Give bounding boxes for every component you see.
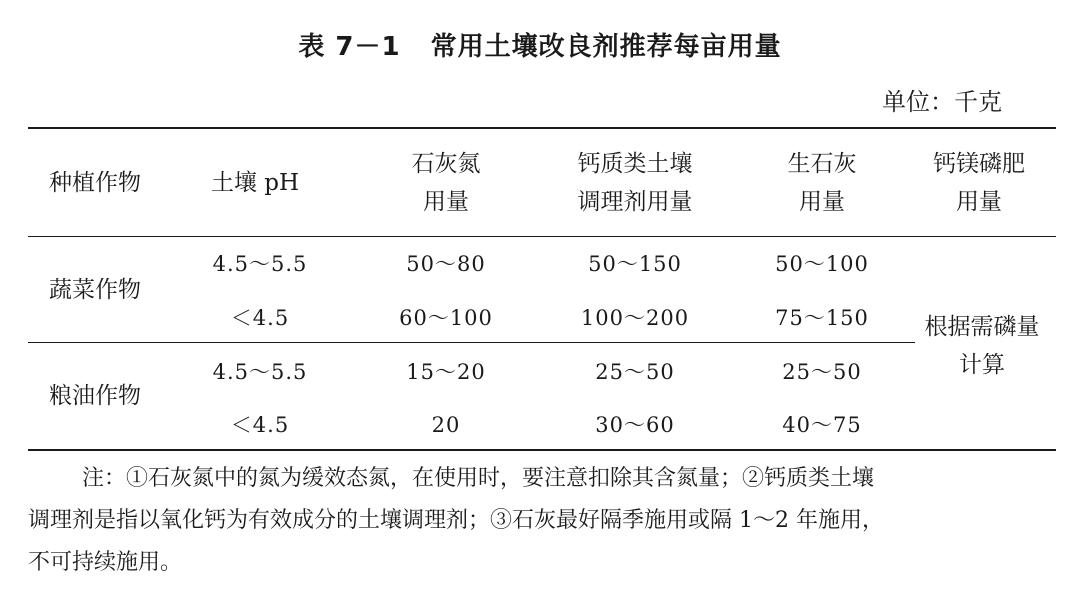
header-lime-nitrogen	[366, 130, 526, 236]
crop-vegetables: 蔬菜作物	[49, 277, 141, 303]
ca-mg-phosphate-merged-cell	[910, 296, 1054, 396]
ph-cell: ＜4.5	[230, 413, 290, 437]
calcium-conditioner-cell: 30～60	[595, 413, 675, 437]
header-lime-nitrogen-line1: 石灰氮	[411, 151, 481, 177]
table-title	[0, 26, 1080, 63]
ph-cell: 4.5～5.5	[212, 360, 308, 384]
quicklime-cell: 50～100	[775, 252, 869, 276]
ph-cell: 4.5～5.5	[212, 252, 308, 276]
quicklime-cell: 75～150	[775, 306, 869, 330]
header-calcium-conditioner-line1: 钙质类土壤	[577, 151, 693, 177]
calcium-conditioner-cell: 100～200	[580, 306, 690, 330]
table-top-rule	[28, 127, 1056, 129]
header-quicklime-line1: 生石灰	[787, 151, 857, 177]
ca-mg-phosphate-merged-line1: 根据需磷量	[924, 314, 1040, 340]
header-crop: 种植作物	[49, 170, 141, 196]
unit-label: 单位：千克	[882, 88, 1002, 116]
quicklime-cell: 25～50	[782, 360, 862, 384]
header-ca-mg-phosphate-line2: 用量	[956, 189, 1002, 215]
header-lime-nitrogen-line2: 用量	[423, 189, 469, 215]
lime-nitrogen-cell: 20	[431, 413, 461, 437]
lime-nitrogen-cell: 50～80	[406, 252, 486, 276]
header-ca-mg-phosphate	[904, 130, 1054, 236]
quicklime-cell: 40～75	[782, 413, 862, 437]
note-line-1: 注：①石灰氮中的氮为缓效态氮，在使用时，要注意扣除其含氮量；②钙质类土壤	[82, 466, 875, 491]
note-line-3: 不可持续施用。	[28, 550, 183, 575]
header-bottom-rule	[28, 236, 1056, 237]
note-line-2: 调理剂是指以氧化钙为有效成分的土壤调理剂；③石灰最好隔季施用或隔 1～2 年施用，	[28, 508, 884, 533]
header-ph: 土壤 pH	[210, 170, 300, 196]
crop-grain-oil: 粮油作物	[49, 383, 141, 409]
calcium-conditioner-cell: 50～150	[588, 252, 682, 276]
header-quicklime	[740, 130, 904, 236]
ca-mg-phosphate-merged-line2: 计算	[959, 352, 1005, 378]
header-calcium-conditioner-line2: 调理剂用量	[577, 189, 693, 215]
lime-nitrogen-cell: 60～100	[399, 306, 493, 330]
header-quicklime-line2: 用量	[799, 189, 845, 215]
table-caption: 常用土壤改良剂推荐每亩用量	[430, 32, 782, 62]
ph-cell: ＜4.5	[230, 306, 290, 330]
header-ca-mg-phosphate-line1: 钙镁磷肥	[933, 151, 1025, 177]
table-note	[28, 458, 1058, 584]
lime-nitrogen-cell: 15～20	[406, 360, 486, 384]
calcium-conditioner-cell: 25～50	[595, 360, 675, 384]
header-calcium-conditioner	[550, 130, 720, 236]
table-number: 表 7－1	[298, 32, 401, 62]
